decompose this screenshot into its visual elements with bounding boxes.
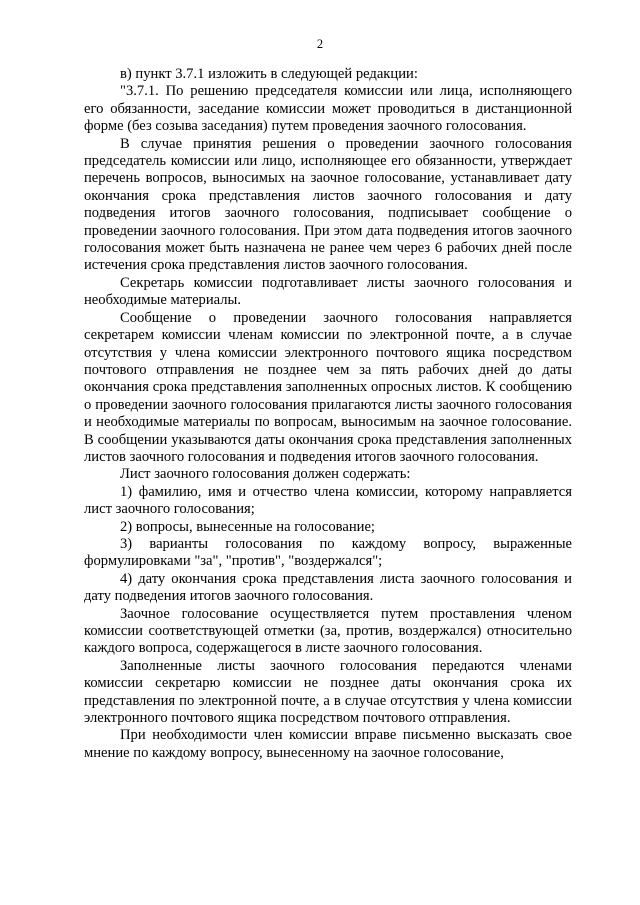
paragraph: в) пункт 3.7.1 изложить в следующей редакции: bbox=[120, 66, 418, 82]
paragraph: Сообщение о проведении заочного голосования направляется секретарем комиссии членам комиссии по электронной почте, а в случае отсутствия у члена комиссии электронного почтового ящика посредством почтового отправления не позднее чем за пять рабочих дней до даты окончания срока представления заполненных опросных листов. К сообщению о проведении заочного голосования прилагаются листы заочного голосования и необходимые материалы по вопросам, выносимым на заочное голосование. В сообщении указываются даты окончания срока представления заполненных листов заочного голосования и подведения итогов заочного голосования. bbox=[84, 309, 572, 465]
paragraph: Заполненные листы заочного голосования передаются членами комиссии секретарю комиссии не позднее даты окончания срока их представления по электронной почте, а в случае отсутствия у члена комиссии электронного почтового ящика посредством почтового отправления. bbox=[84, 657, 572, 727]
paragraph: "3.7.1. По решению председателя комиссии или лица, исполняющего его обязанности, заседание комиссии может проводиться в дистанционной форме (без созыва заседания) путем проведения заочного голосования. bbox=[84, 83, 572, 135]
list-item: 4) дату окончания срока представления листа заочного голосования и дату подведения итогов заочного голосования. bbox=[84, 570, 572, 605]
list-item: 1) фамилию, имя и отчество члена комиссии, которому направляется лист заочного голосования; bbox=[84, 483, 572, 518]
paragraph: В случае принятия решения о проведении заочного голосования председатель комиссии или лицо, исполняющее его обязанности, утверждает перечень вопросов, выносимых на заочное голосование, устанавливает дату окончания срока представления листов заочного голосования и дату подведения итогов заочного голосования, подписывает сообщение о проведении заочного голосования. При этом дата подведения итогов заочного голосования может быть назначена не ранее чем через 6 рабочих дней после истечения срока представления листов заочного голосования. bbox=[84, 135, 572, 274]
list-item: 3) варианты голосования по каждому вопросу, выраженные формулировками "за", "против", "воздержался"; bbox=[84, 535, 572, 570]
paragraph: Секретарь комиссии подготавливает листы заочного голосования и необходимые материалы. bbox=[84, 274, 572, 309]
list-item: 2) вопросы, вынесенные на голосование; bbox=[120, 518, 375, 535]
document-body bbox=[84, 66, 572, 762]
paragraph: Заочное голосование осуществляется путем проставления членом комиссии соответствующей отметки (за, против, воздержался) относительно каждого вопроса, содержащегося в листе заочного голосования. bbox=[84, 605, 572, 657]
page-number: 2 bbox=[316, 37, 324, 51]
paragraph: При необходимости член комиссии вправе письменно высказать свое мнение по каждому вопросу, вынесенному на заочное голосование, bbox=[84, 727, 572, 761]
paragraph: Лист заочного голосования должен содержать: bbox=[120, 466, 411, 483]
